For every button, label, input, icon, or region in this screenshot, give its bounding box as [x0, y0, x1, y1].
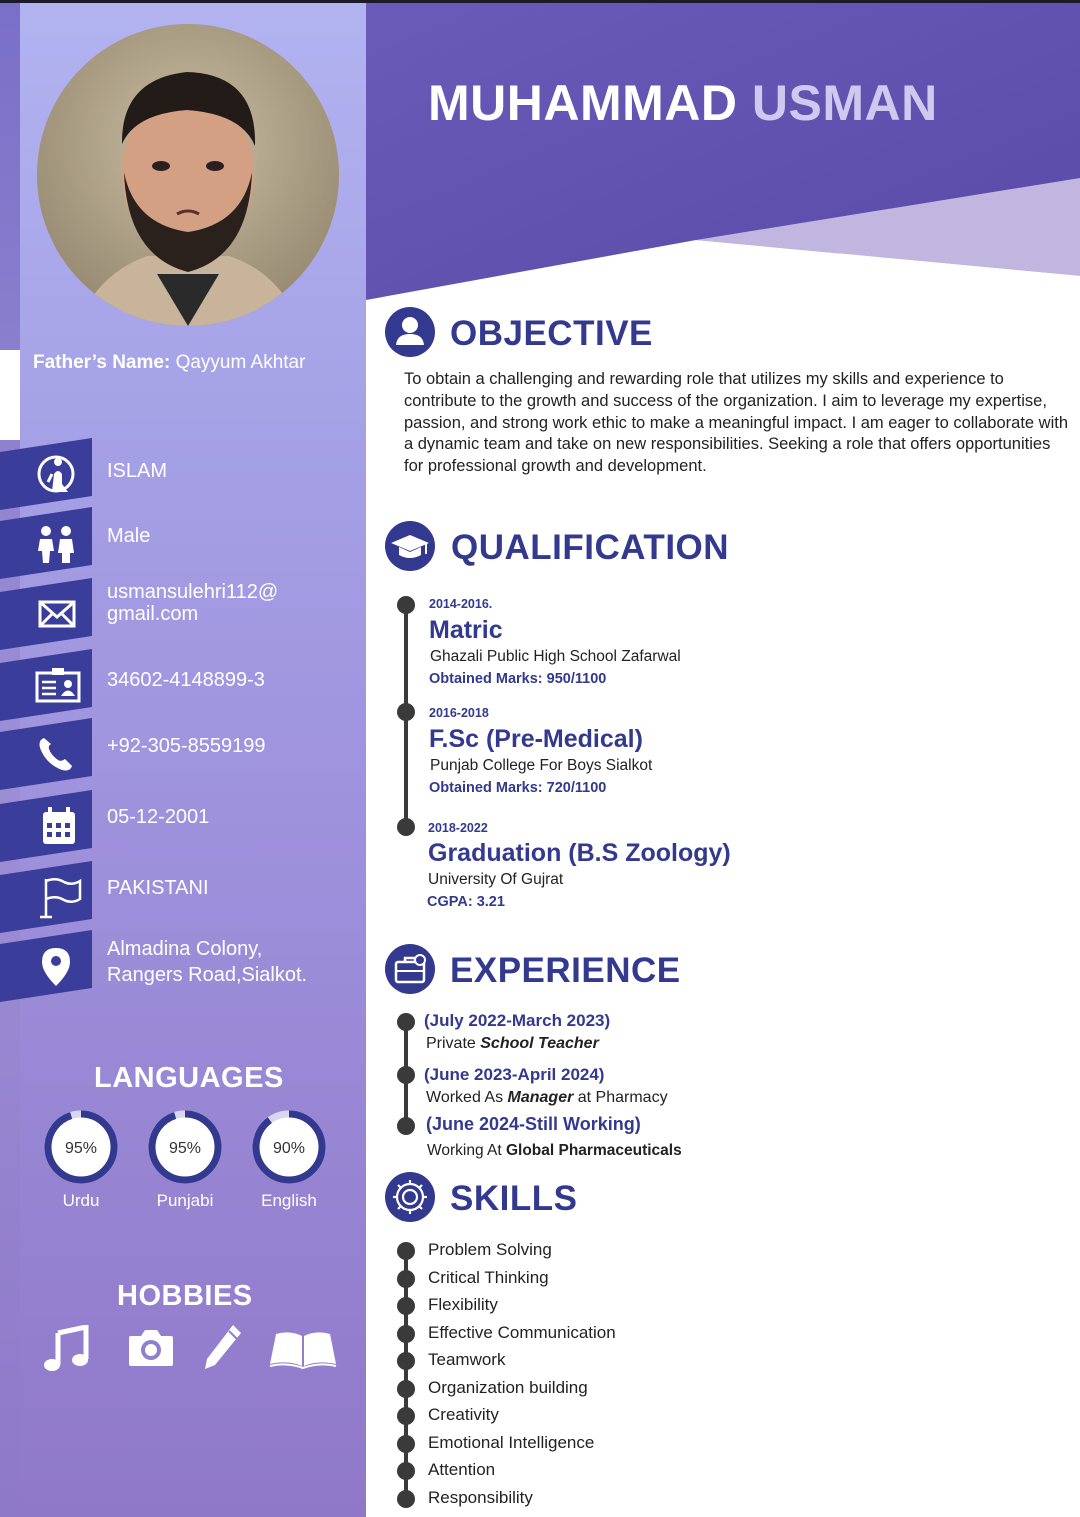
address-line-2: Rangers Road,Sialkot. — [107, 964, 308, 986]
qualification-school: Ghazali Public High School Zafarwal — [430, 648, 681, 665]
qualification-years: 2016-2018 — [429, 706, 489, 720]
address-line-1: Almadina Colony, — [107, 938, 263, 960]
objective-title: OBJECTIVE — [450, 314, 653, 353]
language-punjabi — [147, 1109, 223, 1210]
timeline-dot — [397, 1462, 415, 1480]
gender-icon — [34, 521, 82, 565]
timeline-dot — [397, 1352, 415, 1370]
timeline-dot — [397, 1325, 415, 1343]
skill-item: Flexibility — [428, 1295, 498, 1314]
marks-label: Obtained Marks: — [429, 780, 543, 796]
skill-item: Attention — [428, 1460, 496, 1479]
qualification-school: University Of Gujrat — [428, 871, 564, 888]
language-urdu — [43, 1109, 119, 1210]
skill-item: Responsibility — [428, 1487, 533, 1507]
marks-label: Obtained Marks: — [429, 671, 543, 687]
skills-title: SKILLS — [450, 1179, 578, 1218]
timeline-dot — [397, 1270, 415, 1288]
objective-text: To obtain a challenging and rewarding role that utilizes my skills and experience to contribute to the growth and success of the organization. I aim to leverage my expertise, passion, and strong work ethic to make a meaningful impact. I am eager to collaborate with a dynamic team and take on new responsibilities. Seeking a role that offers opportunities for professional growth and development. — [404, 370, 1069, 476]
camera-icon — [127, 1326, 175, 1368]
experience-prefix: Worked As — [426, 1089, 508, 1106]
envelope-icon — [34, 592, 82, 636]
experience-period: (June 2024-Still Working) — [426, 1114, 641, 1134]
language-percent: 95% — [168, 1140, 202, 1157]
gender-text: Male — [107, 525, 151, 547]
experience-role: Global Pharmaceuticals — [505, 1142, 682, 1159]
skill-item: Teamwork — [428, 1350, 506, 1369]
qualification-school: Punjab College For Boys Sialkot — [430, 757, 653, 774]
left-edge-gap — [0, 350, 20, 440]
address-text — [107, 938, 307, 986]
fathers-name — [33, 352, 305, 374]
gear-icon — [385, 1172, 435, 1222]
music-note-icon — [42, 1325, 90, 1373]
timeline-dot — [397, 1242, 415, 1260]
language-name: English — [261, 1191, 317, 1210]
pencil-icon — [203, 1323, 243, 1371]
skill-item: Problem Solving — [428, 1240, 552, 1259]
email-line-1: usmansulehri112@ — [107, 581, 279, 603]
language-ring — [251, 1109, 327, 1185]
experience-period: (June 2023-April 2024) — [424, 1065, 605, 1084]
profile-photo — [37, 24, 339, 326]
hobbies-title: HOBBIES — [117, 1280, 253, 1312]
marks-label: CGPA: — [427, 894, 473, 910]
candidate-name — [428, 74, 938, 132]
language-name: Urdu — [62, 1191, 100, 1210]
first-name: MUHAMMAD — [428, 75, 738, 131]
timeline-dot — [397, 1435, 415, 1453]
experience-suffix: at Pharmacy — [573, 1089, 668, 1106]
email-line-2: gmail.com — [107, 603, 199, 625]
top-border — [0, 0, 1080, 3]
prayer-icon — [34, 452, 82, 496]
fathers-name-value: Qayyum Akhtar — [175, 352, 306, 373]
timeline-dot — [397, 1407, 415, 1425]
languages-title: LANGUAGES — [94, 1062, 284, 1094]
qualification-title: QUALIFICATION — [451, 528, 730, 567]
experience-description — [427, 1142, 682, 1160]
location-pin-icon — [34, 944, 82, 988]
experience-role: Manager — [507, 1089, 574, 1106]
timeline-dot — [397, 703, 415, 721]
marks-value: 3.21 — [476, 894, 505, 910]
language-english — [251, 1109, 327, 1210]
timeline-dot — [397, 1117, 415, 1135]
experience-description — [426, 1089, 668, 1107]
language-percent: 95% — [64, 1140, 98, 1157]
timeline-dot — [397, 1490, 415, 1508]
fathers-name-label: Father’s Name: — [33, 352, 171, 373]
experience-title: EXPERIENCE — [450, 951, 681, 990]
qualification-degree: Graduation (B.S Zoology) — [428, 839, 731, 867]
qualification-years: 2018-2022 — [428, 821, 488, 835]
qualification-marks — [429, 780, 606, 796]
qualification-degree: F.Sc (Pre-Medical) — [429, 725, 643, 753]
language-percent: 90% — [272, 1140, 306, 1157]
language-name: Punjabi — [156, 1191, 214, 1210]
skill-item: Critical Thinking — [428, 1267, 549, 1287]
email-text[interactable] — [107, 581, 278, 625]
skill-item: Organization building — [428, 1377, 588, 1397]
experience-prefix: Private — [426, 1035, 481, 1052]
qualification-marks — [427, 894, 505, 910]
experience-period: (July 2022-March 2023) — [424, 1011, 611, 1030]
user-icon — [385, 307, 435, 357]
skill-item: Effective Communication — [428, 1322, 616, 1342]
marks-value: 950/1100 — [546, 671, 607, 687]
flag-icon — [34, 875, 82, 919]
timeline-dot — [397, 1013, 415, 1031]
timeline-dot — [397, 596, 415, 614]
id-card-icon — [34, 663, 82, 707]
experience-prefix: Working At — [427, 1142, 506, 1159]
qualification-marks — [429, 671, 606, 687]
header-band — [366, 0, 1080, 300]
timeline-dot — [397, 1066, 415, 1084]
graduation-cap-icon — [385, 521, 435, 571]
book-icon — [268, 1328, 338, 1370]
phone-text[interactable]: +92-305-8559199 — [107, 735, 266, 757]
skill-item: Emotional Intelligence — [428, 1432, 595, 1452]
timeline-dot — [397, 1297, 415, 1315]
skill-item: Creativity — [428, 1405, 499, 1424]
qualification-years: 2014-2016. — [429, 597, 493, 611]
experience-role: School Teacher — [480, 1035, 599, 1052]
phone-icon — [34, 732, 82, 776]
last-name: USMAN — [751, 75, 938, 131]
cnic-text: 34602-4148899-3 — [107, 669, 265, 691]
briefcase-icon — [385, 944, 435, 994]
timeline-dot — [397, 1380, 415, 1398]
language-ring — [147, 1109, 223, 1185]
language-ring — [43, 1109, 119, 1185]
calendar-icon — [34, 804, 82, 848]
religion-text: ISLAM — [107, 460, 168, 482]
nationality-text: PAKISTANI — [107, 877, 209, 899]
timeline-dot — [397, 818, 415, 836]
dob-text: 05-12-2001 — [107, 806, 210, 828]
experience-description — [426, 1035, 599, 1053]
marks-value: 720/1100 — [546, 780, 607, 796]
qualification-degree: Matric — [429, 616, 503, 644]
